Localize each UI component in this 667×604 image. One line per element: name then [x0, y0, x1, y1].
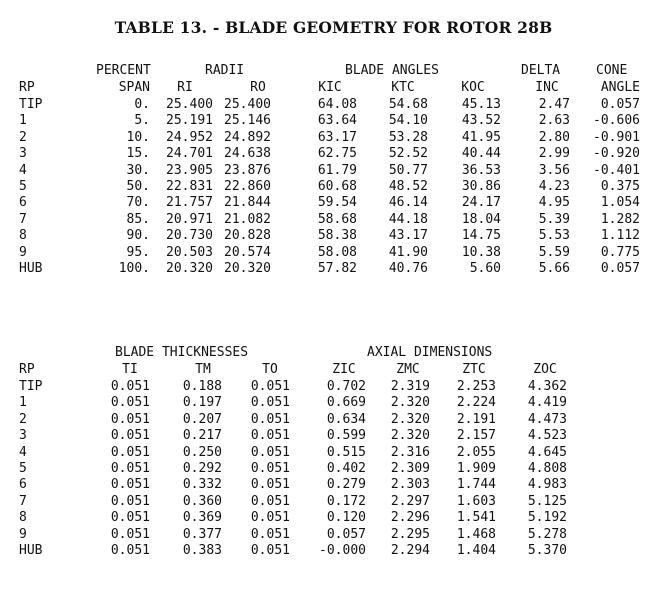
cell-angle: 0.057	[600, 97, 640, 112]
cell-ro: 21.844	[224, 195, 271, 211]
cell-angle: -0.920	[593, 146, 640, 162]
radii-group-header: RADII	[205, 63, 245, 78]
cell-span: 50.	[126, 179, 150, 194]
cell-tm: 0.250	[182, 444, 222, 460]
cell-rp: 2	[19, 129, 27, 145]
cell-to: 0.051	[250, 543, 290, 558]
cell-rp: 3	[19, 146, 27, 162]
cell-zic: 0.402	[326, 461, 366, 476]
percent-group-header: PERCENT	[96, 63, 151, 78]
cell-tm: 0.207	[182, 411, 222, 427]
cell-ti: 0.051	[110, 411, 150, 427]
blade-angles-group-header: BLADE ANGLES	[345, 63, 439, 78]
cell-zmc: 2.297	[390, 493, 430, 509]
cell-zmc: 2.296	[390, 510, 430, 526]
cell-rp: 6	[19, 477, 27, 493]
cell-ro: 23.876	[224, 162, 271, 178]
cell-kic: 57.82	[317, 261, 357, 276]
cell-ti: 0.051	[110, 526, 150, 542]
column-header-ri: RI	[177, 80, 193, 95]
cell-zoc: 4.473	[527, 411, 567, 427]
cell-ro: 24.892	[224, 129, 271, 145]
cell-tm: 0.360	[182, 493, 222, 509]
cell-ro: 25.146	[224, 113, 271, 129]
cell-rp: HUB	[19, 543, 43, 558]
cell-angle: 1.054	[600, 195, 640, 211]
cell-rp: 9	[19, 526, 27, 542]
column-header-ztc: ZTC	[462, 362, 486, 377]
cell-ztc: 2.191	[456, 411, 496, 427]
cell-koc: 10.38	[461, 244, 501, 260]
cell-zoc: 5.192	[527, 510, 567, 526]
cell-zic: 0.120	[326, 510, 366, 526]
cell-zoc: 4.808	[527, 461, 567, 476]
cell-rp: 4	[19, 162, 27, 178]
cell-ktc: 48.52	[388, 179, 428, 194]
cell-ztc: 1.404	[456, 543, 496, 558]
cell-ri: 24.701	[166, 146, 213, 162]
cell-to: 0.051	[250, 461, 290, 476]
cell-rp: 5	[19, 179, 27, 194]
cell-ri: 20.971	[166, 211, 213, 227]
cell-tm: 0.332	[182, 477, 222, 493]
cell-ktc: 44.18	[388, 211, 428, 227]
cell-span: 15.	[126, 146, 150, 162]
cell-to: 0.051	[250, 510, 290, 526]
cell-koc: 45.13	[461, 97, 501, 112]
cell-rp: 1	[19, 395, 27, 411]
column-header-koc: KOC	[461, 80, 485, 95]
cell-ro: 20.320	[224, 261, 271, 276]
cell-rp: TIP	[19, 97, 43, 112]
cell-ti: 0.051	[110, 444, 150, 460]
cell-kic: 64.08	[317, 97, 357, 112]
cell-ti: 0.051	[110, 543, 150, 558]
cell-ri: 25.191	[166, 113, 213, 129]
cell-koc: 24.17	[461, 195, 501, 211]
cell-ri: 20.503	[166, 244, 213, 260]
cell-ktc: 40.76	[388, 261, 428, 276]
cell-inc: 2.47	[538, 97, 570, 112]
column-header-zmc: ZMC	[396, 362, 420, 377]
cell-tm: 0.197	[182, 395, 222, 411]
cell-angle: -0.606	[593, 113, 640, 129]
cell-to: 0.051	[250, 411, 290, 427]
cell-kic: 63.17	[317, 129, 357, 145]
column-header-inc: INC	[535, 80, 559, 95]
cell-rp: 6	[19, 195, 27, 211]
cell-tm: 0.217	[182, 428, 222, 444]
cell-inc: 4.23	[538, 179, 570, 194]
cell-zmc: 2.320	[390, 428, 430, 444]
cell-koc: 36.53	[461, 162, 501, 178]
cell-zmc: 2.320	[390, 395, 430, 411]
cell-span: 70.	[126, 195, 150, 211]
cell-koc: 30.86	[461, 179, 501, 194]
cell-rp: 8	[19, 228, 27, 244]
cell-ro: 22.860	[224, 179, 271, 194]
cell-ztc: 2.253	[456, 379, 496, 394]
column-header-to: TO	[262, 362, 278, 377]
cell-koc: 14.75	[461, 228, 501, 244]
cell-rp: 8	[19, 510, 27, 526]
cell-ktc: 46.14	[388, 195, 428, 211]
cell-zic: 0.172	[326, 493, 366, 509]
cell-koc: 18.04	[461, 211, 501, 227]
cell-ktc: 50.77	[388, 162, 428, 178]
column-header-tm: TM	[195, 362, 211, 377]
cell-kic: 63.64	[317, 113, 357, 129]
cell-zic: 0.515	[326, 444, 366, 460]
cell-to: 0.051	[250, 379, 290, 394]
column-header-zoc: ZOC	[533, 362, 557, 377]
cell-ro: 21.082	[224, 211, 271, 227]
cell-koc: 41.95	[461, 129, 501, 145]
cell-tm: 0.377	[182, 526, 222, 542]
cell-inc: 3.56	[538, 162, 570, 178]
cell-ri: 21.757	[166, 195, 213, 211]
cell-zmc: 2.295	[390, 526, 430, 542]
cell-tm: 0.292	[182, 461, 222, 476]
cell-ti: 0.051	[110, 510, 150, 526]
cell-rp: HUB	[19, 261, 43, 276]
column-header-span: SPAN	[118, 80, 150, 95]
cell-ktc: 53.28	[388, 129, 428, 145]
cell-span: 90.	[126, 228, 150, 244]
cell-to: 0.051	[250, 395, 290, 411]
cell-ti: 0.051	[110, 379, 150, 394]
cell-zic: 0.702	[326, 379, 366, 394]
cell-zic: 0.634	[326, 411, 366, 427]
cell-rp: 7	[19, 211, 27, 227]
cell-ti: 0.051	[110, 395, 150, 411]
cell-zic: 0.669	[326, 395, 366, 411]
cell-zoc: 5.370	[527, 543, 567, 558]
cell-zmc: 2.319	[390, 379, 430, 394]
cell-zoc: 4.645	[527, 444, 567, 460]
cell-inc: 5.39	[538, 211, 570, 227]
cell-zmc: 2.316	[390, 444, 430, 460]
cell-zmc: 2.320	[390, 411, 430, 427]
cell-ti: 0.051	[110, 428, 150, 444]
cell-ktc: 54.10	[388, 113, 428, 129]
cell-to: 0.051	[250, 428, 290, 444]
cell-inc: 2.80	[538, 129, 570, 145]
column-header-zic: ZIC	[332, 362, 356, 377]
cell-ro: 20.574	[224, 244, 271, 260]
cell-kic: 59.54	[317, 195, 357, 211]
cell-inc: 2.99	[538, 146, 570, 162]
cell-inc: 2.63	[538, 113, 570, 129]
cell-koc: 5.60	[469, 261, 501, 276]
cell-ztc: 2.224	[456, 395, 496, 411]
cell-zic: 0.057	[326, 526, 366, 542]
cell-ti: 0.051	[110, 493, 150, 509]
cell-rp: 2	[19, 411, 27, 427]
cell-ztc: 2.157	[456, 428, 496, 444]
cell-kic: 60.68	[317, 179, 357, 194]
cell-zoc: 4.362	[527, 379, 567, 394]
cell-ro: 20.828	[224, 228, 271, 244]
cone-group-header: CONE	[596, 63, 628, 78]
cell-ri: 24.952	[166, 129, 213, 145]
cell-rp: TIP	[19, 379, 43, 394]
cell-tm: 0.188	[182, 379, 222, 394]
cell-angle: 1.112	[600, 228, 640, 244]
cell-ri: 23.905	[166, 162, 213, 178]
cell-rp: 9	[19, 244, 27, 260]
blade-thicknesses-group-header: BLADE THICKNESSES	[115, 345, 249, 360]
axial-dimensions-group-header: AXIAL DIMENSIONS	[367, 345, 493, 360]
cell-span: 95.	[126, 244, 150, 260]
cell-angle: 1.282	[600, 211, 640, 227]
column-header-kic: KIC	[318, 80, 342, 95]
cell-inc: 5.59	[538, 244, 570, 260]
cell-ztc: 1.744	[456, 477, 496, 493]
cell-koc: 40.44	[461, 146, 501, 162]
cell-rp: 4	[19, 444, 27, 460]
cell-kic: 62.75	[317, 146, 357, 162]
cell-zic: -0.000	[319, 543, 366, 558]
cell-ti: 0.051	[110, 461, 150, 476]
cell-zoc: 5.278	[527, 526, 567, 542]
cell-ztc: 1.541	[456, 510, 496, 526]
cell-kic: 58.68	[317, 211, 357, 227]
cell-zoc: 5.125	[527, 493, 567, 509]
cell-span: 5.	[134, 113, 150, 129]
cell-to: 0.051	[250, 493, 290, 509]
cell-ztc: 2.055	[456, 444, 496, 460]
cell-ri: 20.320	[166, 261, 213, 276]
cell-to: 0.051	[250, 444, 290, 460]
cell-tm: 0.369	[182, 510, 222, 526]
cell-rp: 5	[19, 461, 27, 476]
cell-ztc: 1.909	[456, 461, 496, 476]
cell-rp: 7	[19, 493, 27, 509]
cell-to: 0.051	[250, 526, 290, 542]
cell-span: 30.	[126, 162, 150, 178]
cell-angle: 0.775	[600, 244, 640, 260]
column-header-angle: ANGLE	[600, 80, 640, 95]
cell-to: 0.051	[250, 477, 290, 493]
table-title: TABLE 13. - BLADE GEOMETRY FOR ROTOR 28B	[114, 18, 553, 37]
cell-span: 10.	[126, 129, 150, 145]
cell-zoc: 4.523	[527, 428, 567, 444]
cell-tm: 0.383	[182, 543, 222, 558]
cell-kic: 58.38	[317, 228, 357, 244]
column-header-ktc: KTC	[391, 80, 415, 95]
cell-inc: 4.95	[538, 195, 570, 211]
cell-ri: 22.831	[166, 179, 213, 194]
cell-rp: 1	[19, 113, 27, 129]
cell-ktc: 52.52	[388, 146, 428, 162]
column-header-rp: RP	[19, 362, 35, 377]
column-header-ti: TI	[122, 362, 138, 377]
cell-angle: 0.375	[600, 179, 640, 194]
cell-zic: 0.279	[326, 477, 366, 493]
cell-kic: 58.08	[317, 244, 357, 260]
cell-span: 0.	[134, 97, 150, 112]
cell-ri: 25.400	[166, 97, 213, 112]
cell-angle: -0.901	[593, 129, 640, 145]
cell-zmc: 2.294	[390, 543, 430, 558]
cell-inc: 5.66	[538, 261, 570, 276]
cell-angle: -0.401	[593, 162, 640, 178]
cell-koc: 43.52	[461, 113, 501, 129]
cell-ztc: 1.468	[456, 526, 496, 542]
cell-ri: 20.730	[166, 228, 213, 244]
cell-rp: 3	[19, 428, 27, 444]
cell-ktc: 43.17	[388, 228, 428, 244]
cell-inc: 5.53	[538, 228, 570, 244]
cell-angle: 0.057	[600, 261, 640, 276]
cell-ro: 24.638	[224, 146, 271, 162]
cell-ztc: 1.603	[456, 493, 496, 509]
cell-ti: 0.051	[110, 477, 150, 493]
delta-group-header: DELTA	[521, 63, 561, 78]
cell-kic: 61.79	[317, 162, 357, 178]
cell-ro: 25.400	[224, 97, 271, 112]
cell-ktc: 54.68	[388, 97, 428, 112]
cell-zmc: 2.309	[390, 461, 430, 476]
column-header-rp: RP	[19, 80, 35, 95]
cell-zoc: 4.419	[527, 395, 567, 411]
cell-span: 85.	[126, 211, 150, 227]
cell-ktc: 41.90	[388, 244, 428, 260]
cell-zoc: 4.983	[527, 477, 567, 493]
column-header-ro: RO	[250, 80, 266, 95]
cell-zmc: 2.303	[390, 477, 430, 493]
cell-zic: 0.599	[326, 428, 366, 444]
cell-span: 100.	[118, 261, 150, 276]
